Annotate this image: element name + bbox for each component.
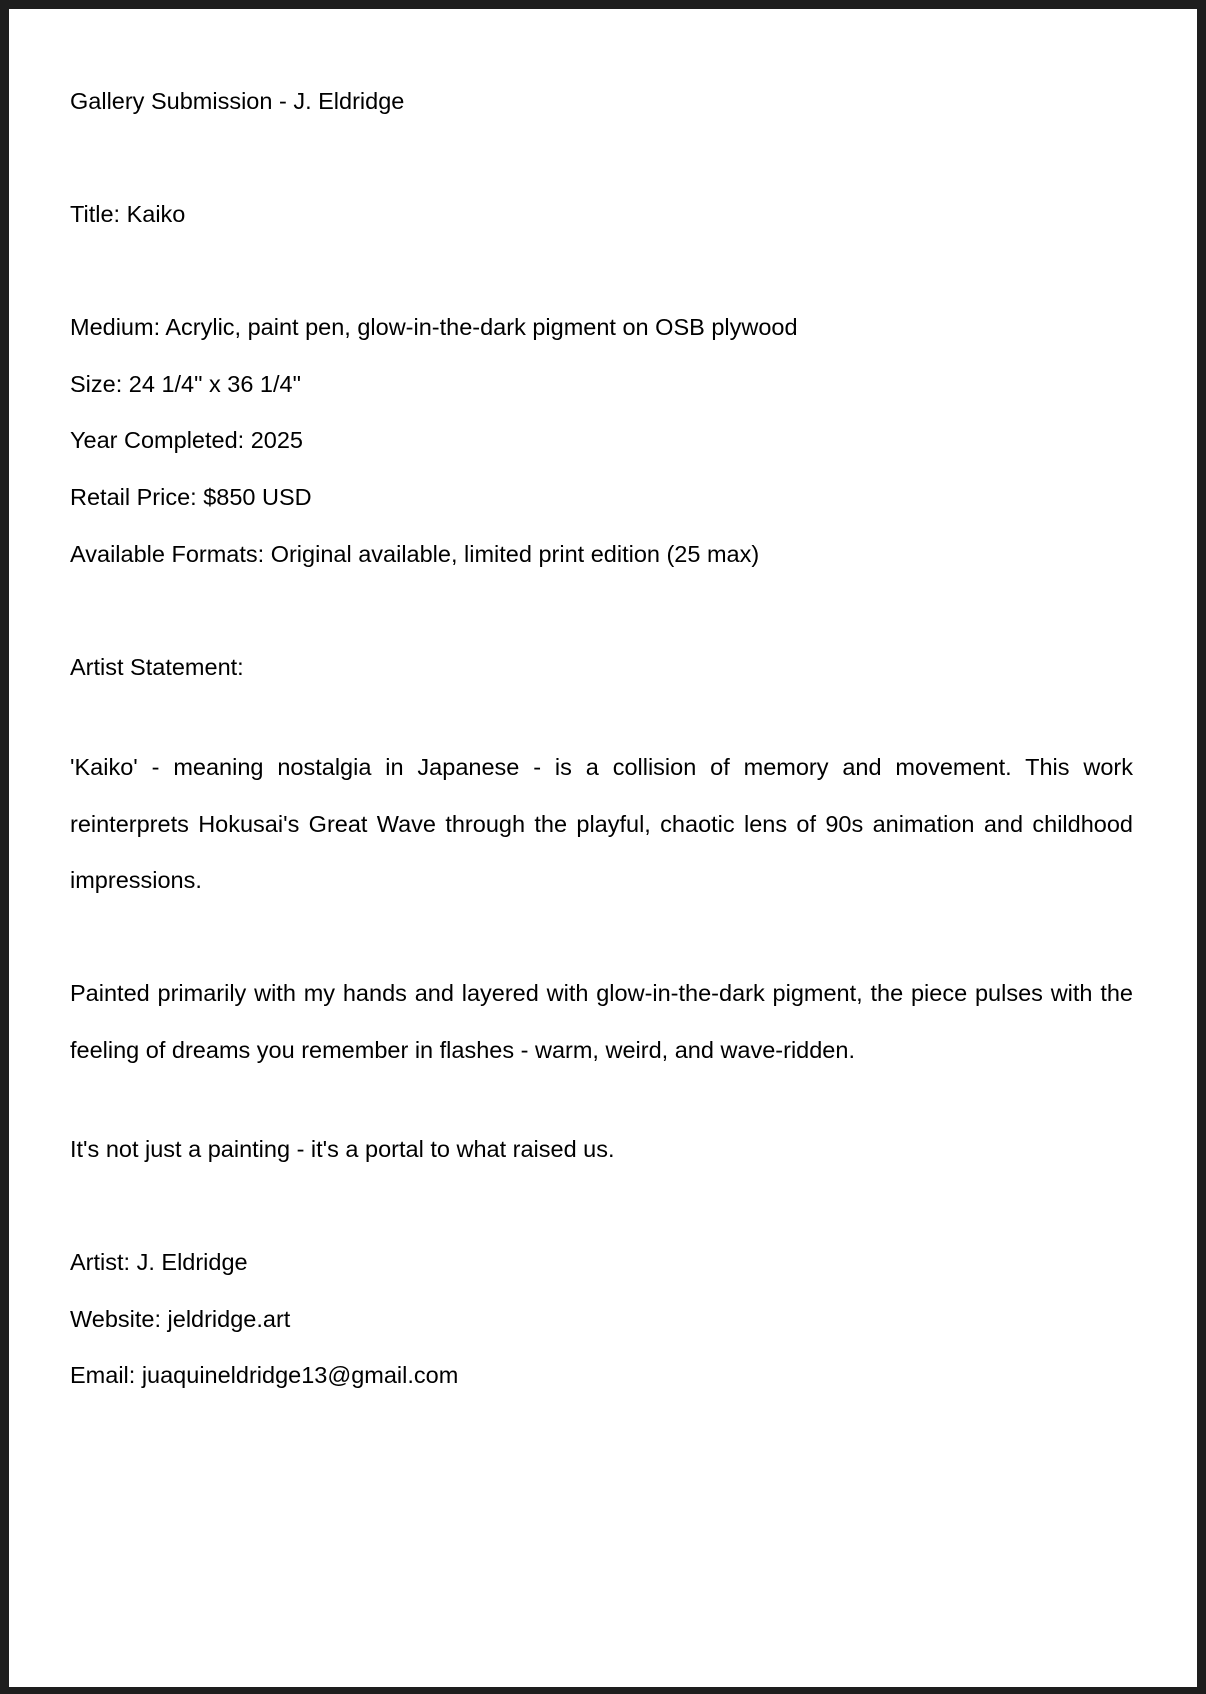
statement-paragraph-1: 'Kaiko' - meaning nostalgia in Japanese - is a collision of memory and movement. This work reinterprets Hokusai's Great Wave through the playful, chaotic lens of 90s animation and childhood impressions.	[70, 754, 1133, 893]
contact-email: Email: juaquineldridge13@gmail.com	[70, 1362, 459, 1388]
artwork-medium: Medium: Acrylic, paint pen, glow-in-the-dark pigment on OSB plywood	[70, 314, 798, 340]
document-page	[9, 9, 1197, 1687]
artwork-formats: Available Formats: Original available, limited print edition (25 max)	[70, 541, 760, 567]
artwork-size: Size: 24 1/4" x 36 1/4"	[70, 371, 301, 397]
artwork-title: Title: Kaiko	[70, 201, 186, 227]
document-header: Gallery Submission - J. Eldridge	[70, 88, 405, 114]
statement-heading: Artist Statement:	[70, 654, 244, 680]
contact-artist: Artist: J. Eldridge	[70, 1249, 248, 1275]
statement-paragraph-3: It's not just a painting - it's a portal to what raised us.	[70, 1136, 615, 1162]
artwork-price: Retail Price: $850 USD	[70, 484, 312, 510]
artwork-year: Year Completed: 2025	[70, 427, 303, 453]
contact-website: Website: jeldridge.art	[70, 1306, 291, 1332]
statement-paragraph-2: Painted primarily with my hands and layered with glow-in-the-dark pigment, the piece pulses with the feeling of dreams you remember in flashes - warm, weird, and wave-ridden.	[70, 980, 1133, 1063]
